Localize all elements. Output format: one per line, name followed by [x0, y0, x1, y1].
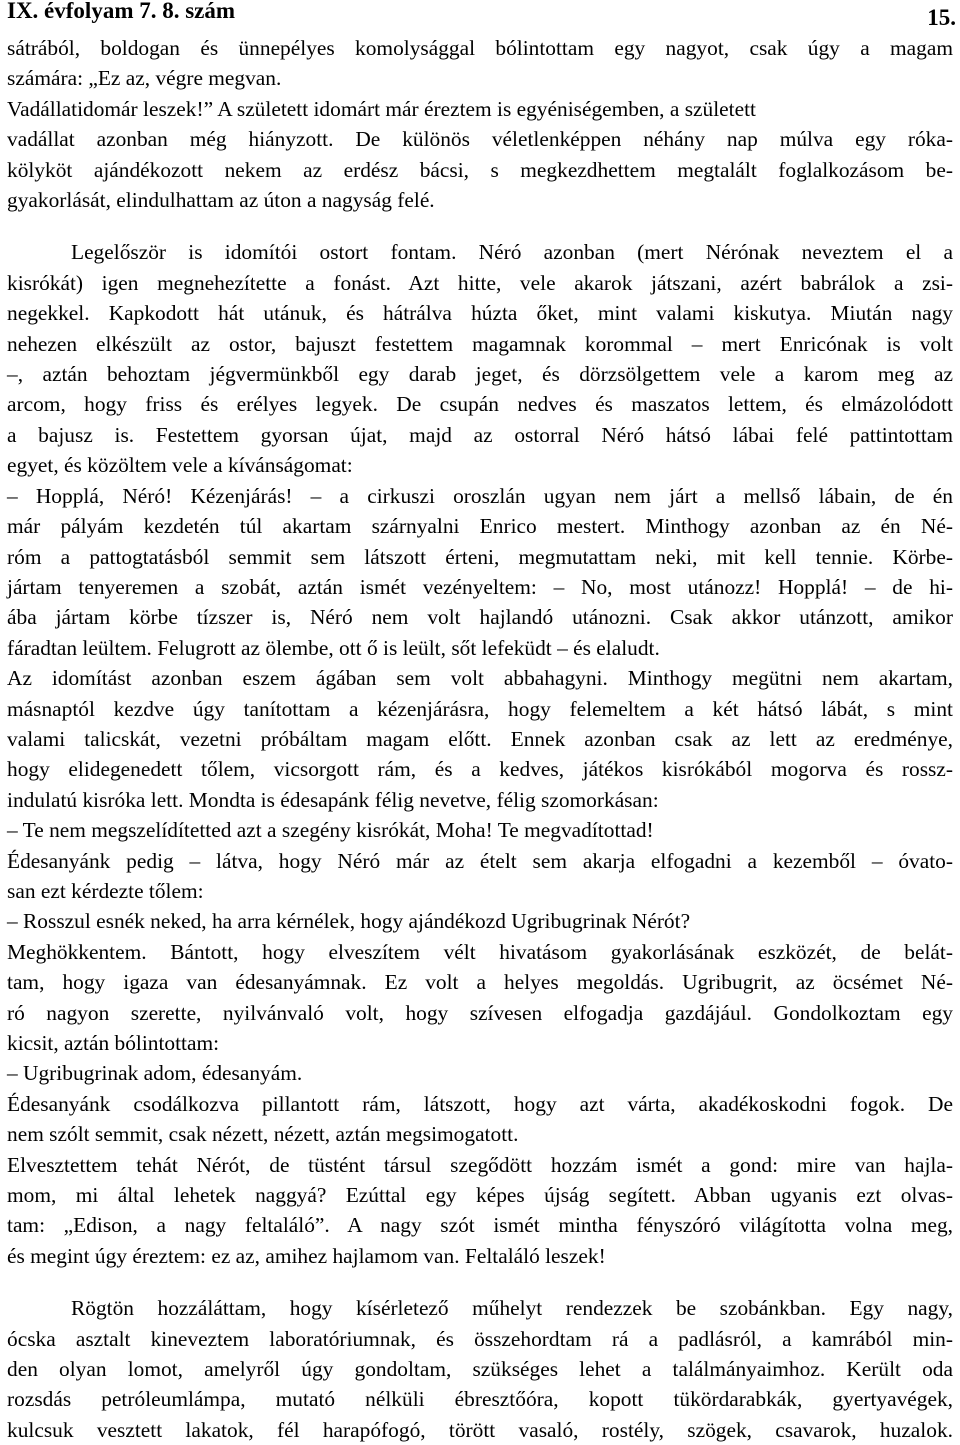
- text-line: Vadállatidomár leszek!” A született idomárt már éreztem is egyéniségemben, a született: [7, 96, 756, 121]
- text-line: másnaptól kezdve úgy tanítottam a kézenjárásra, hogy felemeltem a két hátsó lábát, s mint: [7, 696, 953, 721]
- text-line: gyakorlását, elindulhattam az úton a nagyság felé.: [7, 188, 435, 213]
- text-line: rozsdás petróleumlámpa, mutató nélküli ébresztőóra, kopott tükördarabkák, gyertyavégek,: [7, 1387, 953, 1412]
- text-line: ába jártam körbe tízszer is, Néró nem volt hajlandó utánozni. Csak akkor utánzott, amikor: [7, 605, 953, 630]
- text-line: a bajusz is. Festettem gyorsan újat, majd az ostorral Néró hátsó lábai felé pattintottam: [7, 422, 953, 447]
- text-line: Édesanyánk csodálkozva pillantott rám, látszott, hogy azt várta, akadékoskodni fogok. De: [7, 1091, 953, 1116]
- text-line: – Hopplá, Néró! Kézenjárás! – a cirkuszi oroszlán ugyan nem járt a mellső lábain, de én: [7, 483, 953, 508]
- text-line: fáradtan leültem. Felugrott az ölembe, ott ő is leült, sőt lefeküdt – és elaludt.: [7, 635, 660, 660]
- text-line: Rögtön hozzáláttam, hogy kísérletező műhelyt rendezzek be szobánkban. Egy nagy,: [71, 1296, 953, 1321]
- page-number: 15.: [927, 5, 956, 30]
- issue-header: IX. évfolyam 7. 8. szám: [7, 0, 236, 23]
- text-line: nehezen elkészült az ostor, bajuszt festettem magamnak korommal – mert Enricónak is volt: [7, 331, 953, 356]
- text-line: Az idomítást azonban eszem ágában sem volt abbahagyni. Minthogy megütni nem akartam,: [7, 666, 953, 691]
- article-body: [7, 33, 953, 1445]
- text-line: Elvesztettem tehát Nérót, de tüstént társul szegődött hozzám ismét a gond: mire van hajla-: [7, 1152, 953, 1177]
- text-line: róm a pattogtatásból semmit sem látszott érteni, megmutattam neki, mit kell tennie. Körbe-: [7, 544, 953, 569]
- text-line: kisrókát) igen megnehezítette a fonást. Azt hitte, vele akarok játszani, azért babrálok a zsi-: [7, 270, 953, 295]
- text-line: – Rosszul esnék neked, ha arra kérnélek, hogy ajándékozd Ugribugrinak Nérót?: [7, 909, 691, 934]
- text-line: Meghökkentem. Bántott, hogy elveszítem vélt hivatásom gyakorlásának eszközét, de belát-: [7, 939, 953, 964]
- text-line: kulcsuk vesztett lakatok, fél harapófogó, törött vasaló, rostély, szögek, csavarok, huzalok.: [7, 1417, 953, 1442]
- text-line: Édesanyánk pedig – látva, hogy Néró már az ételt sem akarja elfogadni a kezemből – óvato-: [7, 848, 953, 873]
- text-line: ócska asztalt kineveztem laboratóriumnak, és összehordtam rá a padlásról, a kamrából min-: [7, 1326, 953, 1351]
- text-line: hogy elidegenedett tőlem, vicsorgott rám, és a kedves, játékos kisrókából mogorva és rossz-: [7, 757, 953, 782]
- text-line: – Ugribugrinak adom, édesanyám.: [7, 1061, 303, 1086]
- text-line: már pályám kezdetén túl akartam szárnyalni Enrico mestert. Minthogy azonban az én Né-: [7, 514, 953, 539]
- text-line: ró nagyon szerette, nyilvánvaló volt, hogy szívesen elfogadja gazdájául. Gondolkoztam egy: [7, 1000, 953, 1025]
- text-line: den olyan lomot, amelyről úgy gondoltam, szükséges lehet a találmányaimhoz. Került oda: [7, 1357, 953, 1382]
- text-line: tam, hogy igaza van édesanyámnak. Ez volt a helyes megoldás. Ugribugrit, az öcsémet Né-: [7, 970, 953, 995]
- text-line: mom, mi által lehetek naggyá? Ezúttal egy képes újság segített. Abban ugyanis ezt olvas-: [7, 1183, 953, 1208]
- text-line: jártam tenyeremen a szobát, aztán ismét vezényeltem: – No, most utánozz! Hopplá! – de hi-: [7, 574, 953, 599]
- text-line: Legelőször is idomítói ostort fontam. Néró azonban (mert Nérónak neveztem el a: [71, 240, 953, 265]
- text-line: san ezt kérdezte tőlem:: [7, 878, 204, 903]
- text-line: negekkel. Kapkodott hát utánuk, és hátrálva húzta őket, mint valami kiskutya. Miután nagy: [7, 301, 953, 326]
- text-line: és megint úgy éreztem: ez az, amihez hajlamom van. Feltaláló leszek!: [7, 1243, 606, 1268]
- text-line: számára: „Ez az, végre megvan.: [7, 66, 282, 91]
- text-line: –, aztán behoztam jégvermünkből egy darab jeget, és dörzsölgettem vele a karom meg az: [7, 362, 953, 387]
- text-line: sátrából, boldogan és ünnepélyes komolysággal bólintottam egy nagyot, csak úgy a magam: [7, 36, 953, 60]
- text-line: nem szólt semmit, csak nézett, nézett, aztán megsimogatott.: [7, 1122, 519, 1147]
- text-line: arcom, hogy friss és erélyes legyek. De csupán nedves és maszatos lettem, és elmázolódott: [7, 392, 953, 417]
- text-line: indulatú kisróka lett. Mondta is édesapánk félig nevetve, félig szomorkásan:: [7, 787, 659, 812]
- text-line: valami talicskát, vezetni próbáltam magam előtt. Ennek azonban csak az lett az eredménye,: [7, 726, 953, 751]
- text-line: vadállat azonban még hiányzott. De különös véletlenképpen néhány nap múlva egy róka-: [7, 127, 953, 152]
- paragraph-gap: [7, 215, 953, 237]
- text-line: kölyköt ajándékozott nekem az erdész bácsi, s megkezdhettem megtalált foglalkozásom be-: [7, 157, 953, 182]
- text-line: tam: „Edison, a nagy feltaláló”. A nagy szót ismét mintha fényszóró világította volna meg,: [7, 1213, 953, 1238]
- text-line: kicsit, aztán bólintottam:: [7, 1031, 220, 1055]
- text-line: egyet, és közöltem vele a kívánságomat:: [7, 453, 353, 478]
- text-line: – Te nem megszelídítetted azt a szegény kisrókát, Moha! Te megvadítottad!: [7, 818, 654, 843]
- paragraph-gap: [7, 1271, 953, 1293]
